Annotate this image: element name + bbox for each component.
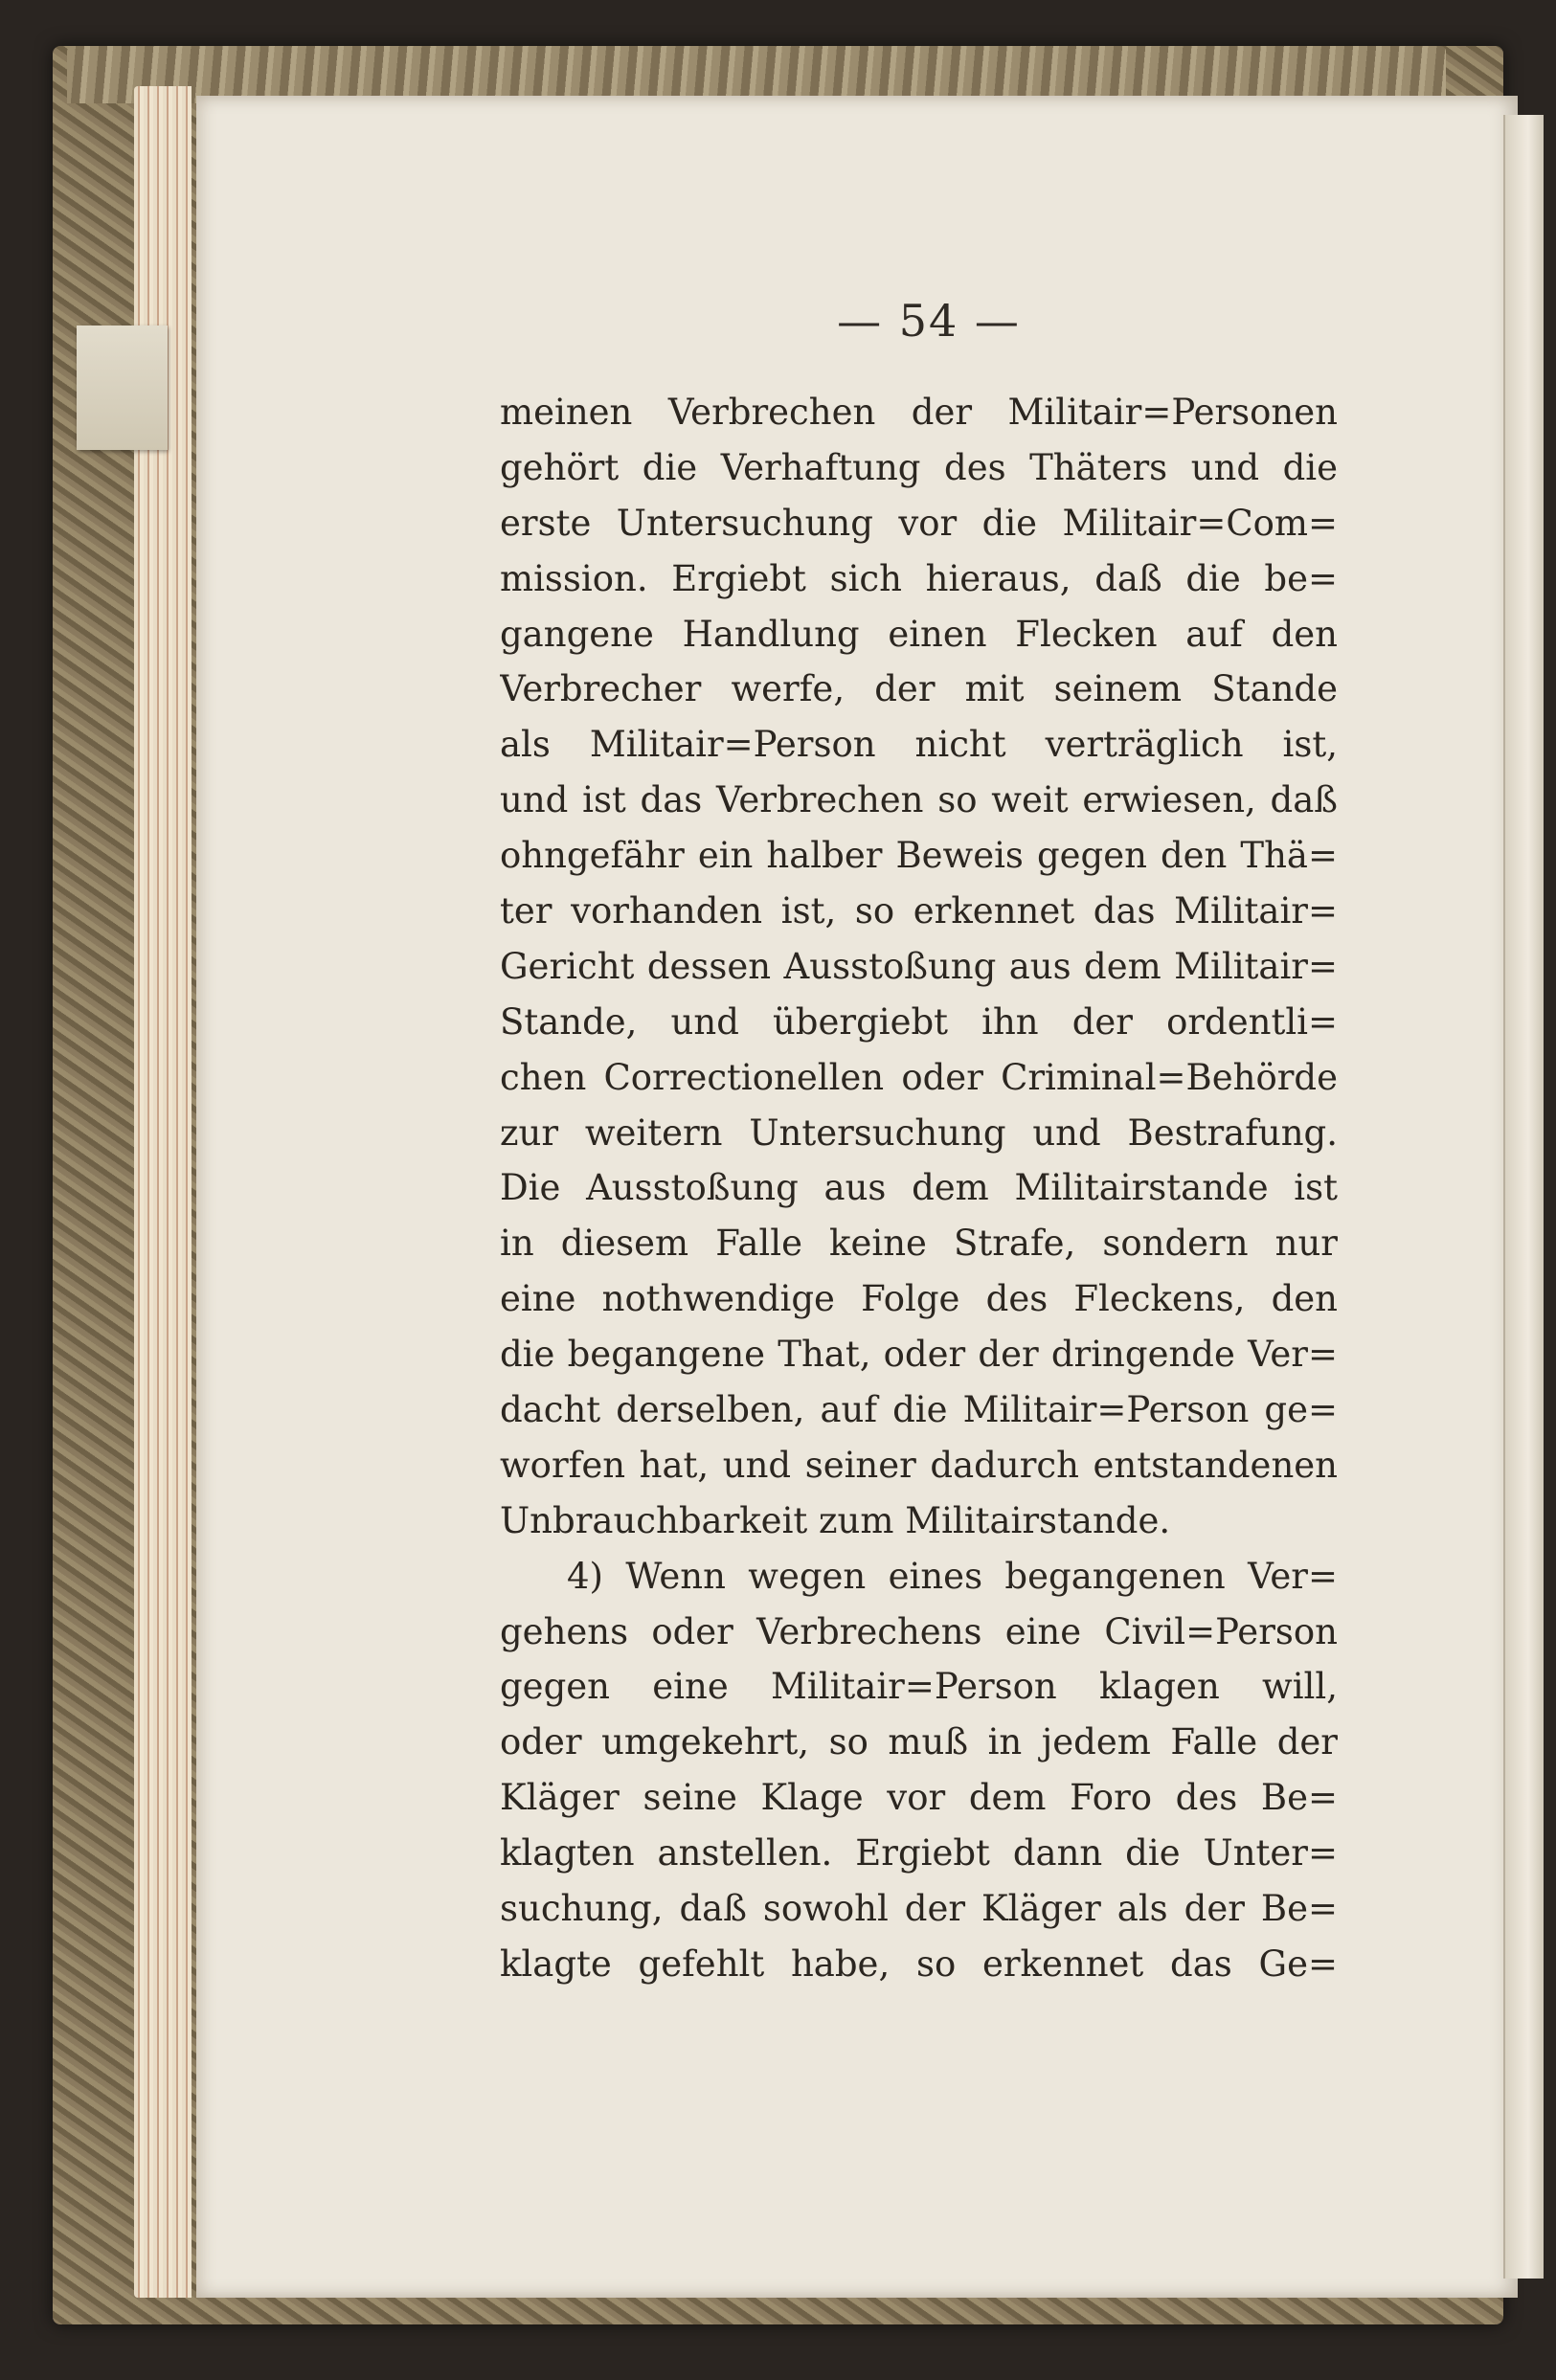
- text-line: ohngefähr ein halber Beweis gegen den Thä=: [500, 835, 1338, 877]
- text-line: mission. Ergiebt sich hieraus, daß die be=: [500, 557, 1338, 599]
- text-line: klagte gefehlt habe, so erkennet das Ge=: [500, 1942, 1338, 1985]
- text-line: gangene Handlung einen Flecken auf den: [500, 613, 1338, 655]
- text-line: klagten anstellen. Ergiebt dann die Unter=: [500, 1832, 1338, 1875]
- text-line: in diesem Falle keine Strafe, sondern nur: [500, 1223, 1338, 1265]
- page-number: — 54 —: [837, 295, 1021, 347]
- text-line: dacht derselben, auf die Militair=Person ge=: [500, 1389, 1338, 1431]
- text-line: und ist das Verbrechen so weit erwiesen, daß: [500, 779, 1338, 821]
- text-line: zur weitern Untersuchung und Bestrafung.: [500, 1111, 1338, 1154]
- text-line: ter vorhanden ist, so erkennet das Militair=: [500, 890, 1338, 932]
- text-line: eine nothwendige Folge des Fleckens, den: [500, 1278, 1338, 1320]
- text-line: Die Ausstoßung aus dem Militairstande ist: [500, 1167, 1338, 1209]
- text-line: meinen Verbrechen der Militair=Personen: [500, 392, 1338, 433]
- text-line: gehens oder Verbrechens eine Civil=Person: [500, 1610, 1338, 1652]
- text-line: die begangene That, oder der dringende Ver=: [500, 1334, 1338, 1376]
- text-line: Kläger seine Klage vor dem Foro des Be=: [500, 1777, 1338, 1819]
- text-line: suchung, daß sowohl der Kläger als der Be=: [500, 1888, 1338, 1930]
- text-line: Unbrauchbarkeit zum Militairstande.: [500, 1499, 1171, 1541]
- text-line: 4) Wenn wegen eines begangenen Ver=: [567, 1555, 1338, 1597]
- bookmark-tab: [77, 326, 168, 450]
- text-line: Stande, und übergiebt ihn der ordentli=: [500, 1000, 1338, 1043]
- text-line: Gericht dessen Ausstoßung aus dem Militair=: [500, 945, 1338, 987]
- text-line: als Militair=Person nicht verträglich ist,: [500, 724, 1338, 766]
- book-cover-top-edge: [67, 46, 1446, 103]
- facing-page-edge: [1503, 115, 1544, 2279]
- page-text: [500, 385, 1338, 1992]
- text-line: erste Untersuchung vor die Militair=Com=: [500, 502, 1338, 544]
- text-line: Verbrecher werfe, der mit seinem Stande: [500, 668, 1338, 710]
- text-line: gegen eine Militair=Person klagen will,: [500, 1666, 1338, 1708]
- text-line: chen Correctionellen oder Criminal=Behörde: [500, 1056, 1338, 1098]
- text-line: worfen hat, und seiner dadurch entstandenen: [500, 1444, 1338, 1486]
- text-line: gehört die Verhaftung des Thäters und die: [500, 446, 1338, 488]
- text-line: oder umgekehrt, so muß in jedem Falle der: [500, 1721, 1338, 1763]
